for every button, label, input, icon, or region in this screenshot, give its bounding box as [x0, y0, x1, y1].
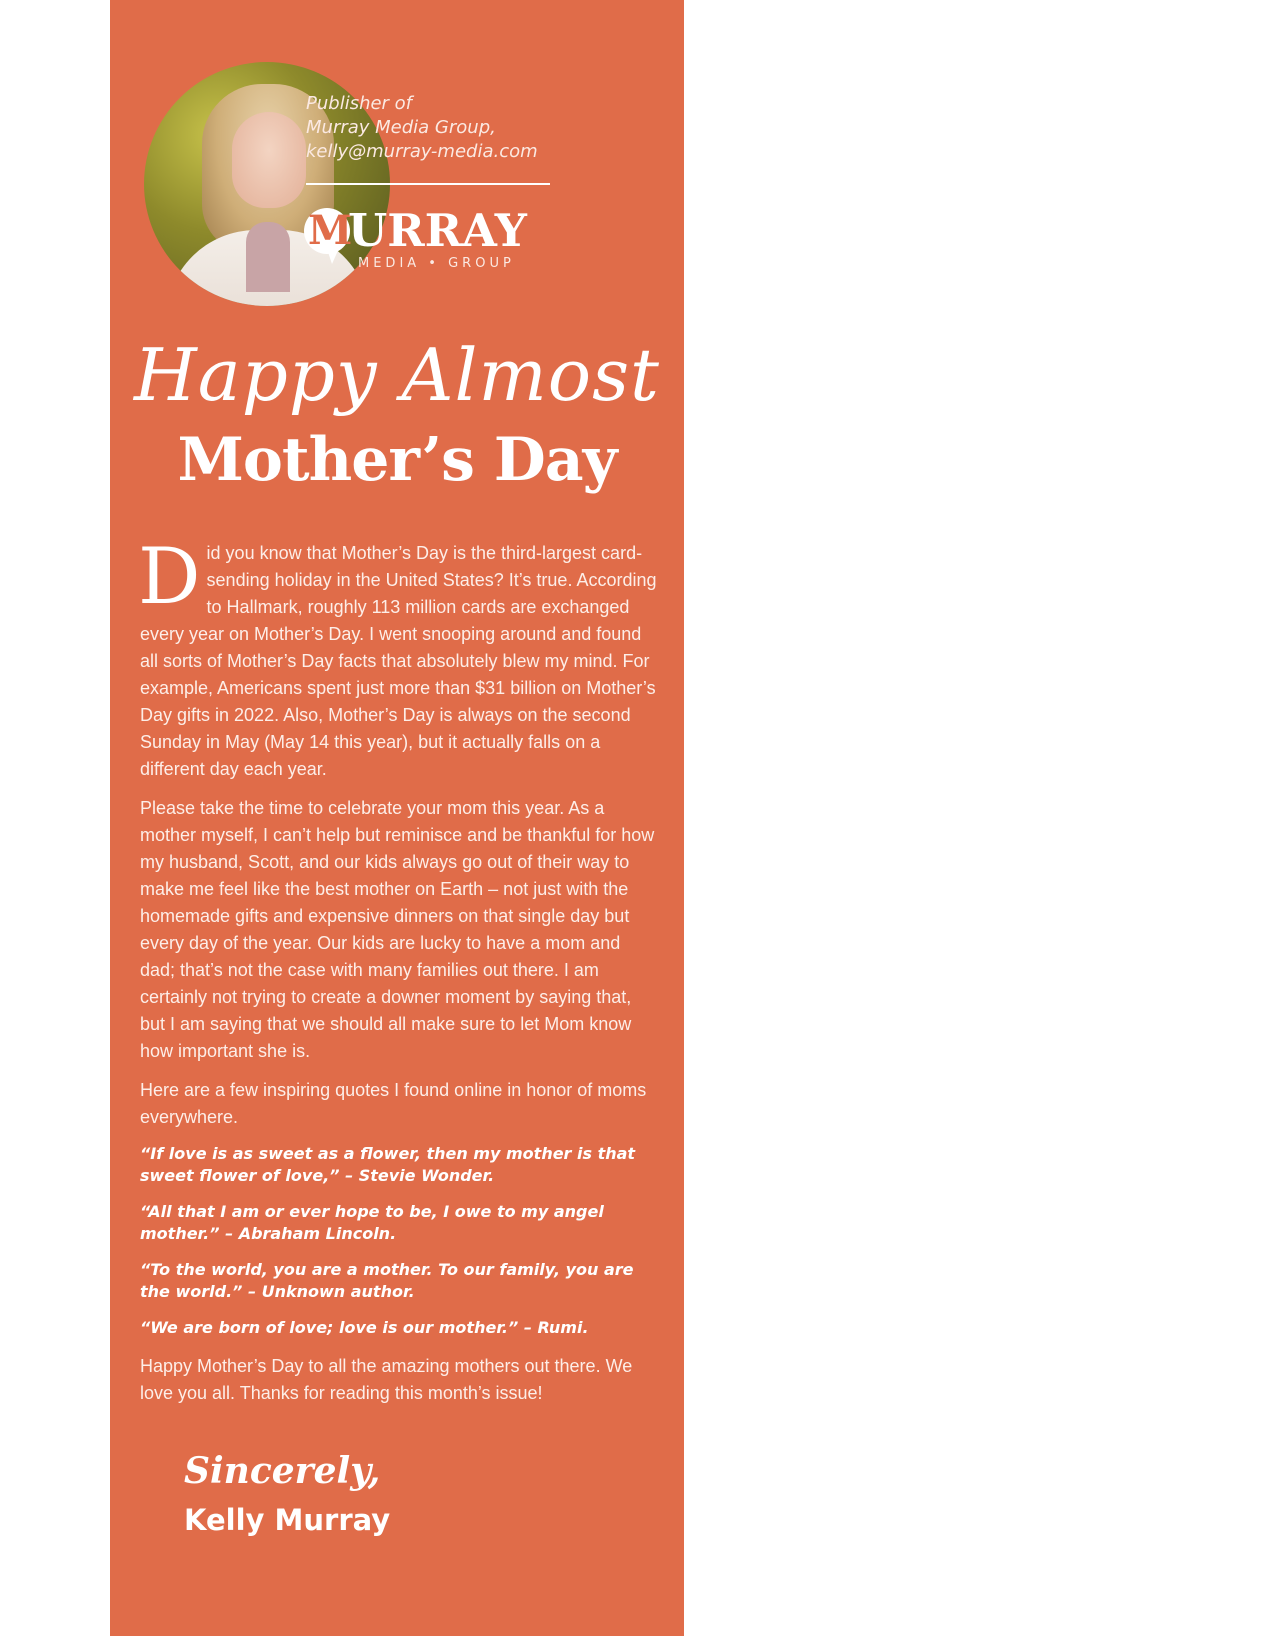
logo-subline: MEDIA • GROUP [358, 256, 515, 271]
letter-body [138, 532, 660, 1419]
paragraph-2: Please take the time to celebrate your mom this year. As a mother myself, I can’t help but reminisce and be thankful for how my husband, Scott, and our kids always go out of their way to make me feel like the best mother on Earth – not just with the homemade gifts and expensive dinners on that single day but every day of the year. Our kids are lucky to have a mom and dad; that’s not the case with many families out there. I am certainly not trying to create a downer moment by saying that, but I am saying that we should all make sure to let Mom know how important she is. [140, 798, 655, 1061]
murray-media-logo [304, 206, 540, 276]
paragraph-1 [138, 532, 660, 783]
headline-main: Mother’s Day [177, 425, 617, 495]
publisher-credit [306, 92, 566, 164]
quote-3: “To the world, you are a mother. To our family, you are the world.” – Unknown author. [140, 1260, 634, 1301]
quote-2: “All that I am or ever hope to be, I owe to my angel mother.” – Abraham Lincoln. [140, 1202, 604, 1243]
paragraph-1-text: id you know that Mother’s Day is the third-largest card-sending holiday in the United States? It’s true. According to Hallmark, roughly 113 million cards are exchanged every year on Mother’s Day. I went snooping around and found all sorts of Mother’s Day facts that absolutely blew my mind. For example, Americans spent just more than $31 billion on Mother’s Day gifts in 2022. Also, Mother’s Day is always on the second Sunday in May (May 14 this year), but it actually falls on a different day each year. [140, 543, 657, 779]
photo-face [232, 112, 306, 208]
publisher-title: Publisher of [306, 93, 413, 114]
paragraph-3: Here are a few inspiring quotes I found online in honor of moms everywhere. [140, 1080, 647, 1127]
logo-initial: M [308, 207, 353, 254]
closing-paragraph: Happy Mother’s Day to all the amazing mothers out there. We love you all. Thanks for reading this month’s issue! [140, 1356, 633, 1403]
photo-blouse [246, 222, 290, 292]
sign-off: Sincerely, [184, 1450, 381, 1492]
publisher-company: Murray Media Group, [306, 117, 496, 138]
drop-cap: D [138, 532, 201, 622]
quote-1: “If love is as sweet as a flower, then my mother is that sweet flower of love,” – Stevie Wonder. [140, 1144, 636, 1185]
editorial-panel [110, 0, 684, 1636]
headline-script: Happy Almost [134, 333, 660, 417]
publisher-email: kelly@murray-media.com [306, 141, 538, 162]
logo-wordmark: URRAY [348, 204, 527, 257]
signature-name: Kelly Murray [184, 1503, 391, 1537]
quote-4: “We are born of love; love is our mother.” – Rumi. [140, 1318, 589, 1337]
divider-rule [306, 183, 550, 185]
